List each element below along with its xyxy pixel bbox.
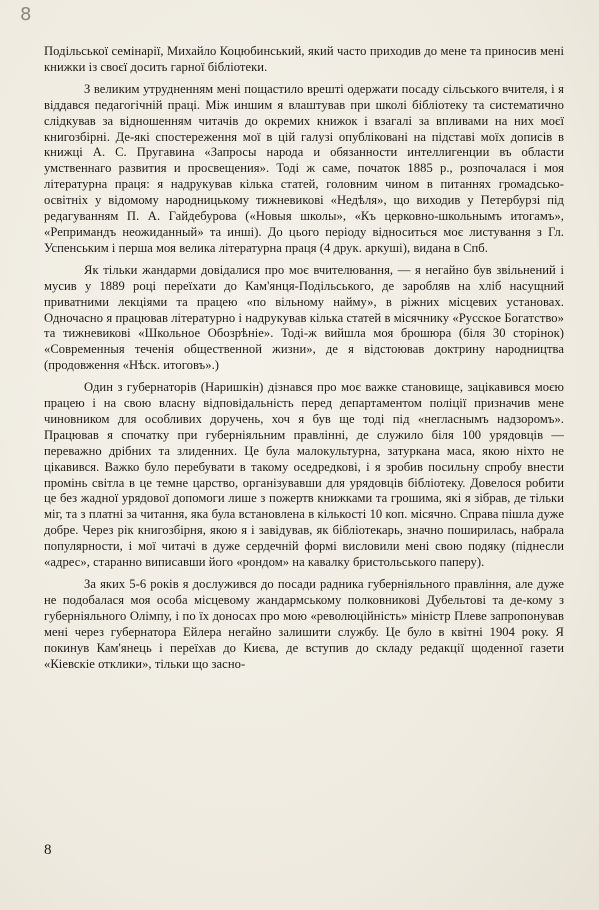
paragraph: За яких 5-6 років я дослужився до посади радника губерніяльного правління, але дуже не подобалася моя особа місцевому жандармському полковникові Дубельтові та де-кому з губерніяльного Олімпу, і по їх доносах про мою «революційність» міністр Плеве запропонував мені через губернатора Ейлера негайно залишити службу. Це було в квітні 1904 року. Я покинув Кам'янець і переїхав до Києва, де вступив до складу редакції щоденної газети «Кіевскіе отклики», тільки що засно- xyxy=(44,577,564,671)
page-number: 8 xyxy=(44,842,52,858)
paragraph: Подільської семінарії, Михайло Коцюбинський, який часто приходив до мене та приносив мені книжки із своєї досить гарної бібліотеки. xyxy=(44,44,564,74)
corner-pencil-mark: 8 xyxy=(20,4,32,25)
body-text xyxy=(44,44,564,678)
paragraph: З великим утрудненням мені пощастило врешті одержати посаду сільського вчителя, і я віддався педагогічній праці. Між иншим я влаштував при школі бібліотеку та систематично слідкував за відношенням читачів до окремих книжок і взагалі за впливами на них моєї книгозбірні. Де-які спостереження мої в цій галузі опубліковані на підставі моїх дописів в книжці А. С. Пругавина «Запросы народа и обязанности интеллигенции въ области умственнаго развития и просвещения». Тоді ж саме, початок 1885 р., розпочалася і моя літературна праця: я надрукував кілька статей, головним чином в питаннях громадсько-освітніх у відомому народницькому тижневикові «Недѣля», що виходив у Петербурзі під редагуванням П. А. Гайдебурова («Новыя школы», «Къ церковно-школьнымъ итогамъ», «Репримандъ неожиданный» та инші). До цього періоду відноситься моє листування з Гл. Успенським і перша моя велика літературна праця (4 друк. аркуші), видана в Спб. xyxy=(44,81,564,255)
paragraph: Один з губернаторів (Наришкін) дізнався про моє важке становище, зацікавився моєю працею і на свою власну відповідальність перед департаментом поліції призначив мене чиновником для особливих доручень, хоч я був ще тоді під «негласнымъ надзоромъ». Працював я спочатку при губерніяльним правлінні, де служило біля 100 урядовців — переважно дрібних та злиденних. Це була малокультурна, затуркана маса, якою ніхто не цікавився. Важко було перебувати в такому оседредкові, і я зробив посильну спробу внести промінь світла в це темне царство, організувавши для урядовців бібліотеку. Довелося робити це без жадної урядової допомоги лише з пожертв книжками та грошима, які я зібрав, де тільки міг, та з платні за читання, яка була встановлена в кількості 10 коп. місячно. Справа пішла дуже добре. Через рік книгозбірня, якою я і завідував, як бібліотекарь, значно поширилась, набрала популярности, і мої читачі в дуже сердечній формі висловили мені свою подяку (піднесли «адрес», старанно виписавши його «рондом» на кавалку бристольського паперу). xyxy=(44,380,564,570)
paragraph: Як тільки жандарми довідалися про моє вчителювання, — я негайно був звільнений і мусив у 1889 році переїхати до Кам'янця-Подільського, де заробляв на хліб насущний приватними лекціями та працею «по вільному найму», в ріжних місцевих установах. Одночасно я працював літературно і надрукував кілька статей в місячнику «Русское Богатство» та тижневикові «Школьное Обозрѣніе». Тоді-ж вийшла моя брошюра (біля 30 сторінок) «Современныя теченія общественной жизни», де я відстоював доктрину народництва (продовження «Нѣск. итоговъ».) xyxy=(44,262,564,373)
